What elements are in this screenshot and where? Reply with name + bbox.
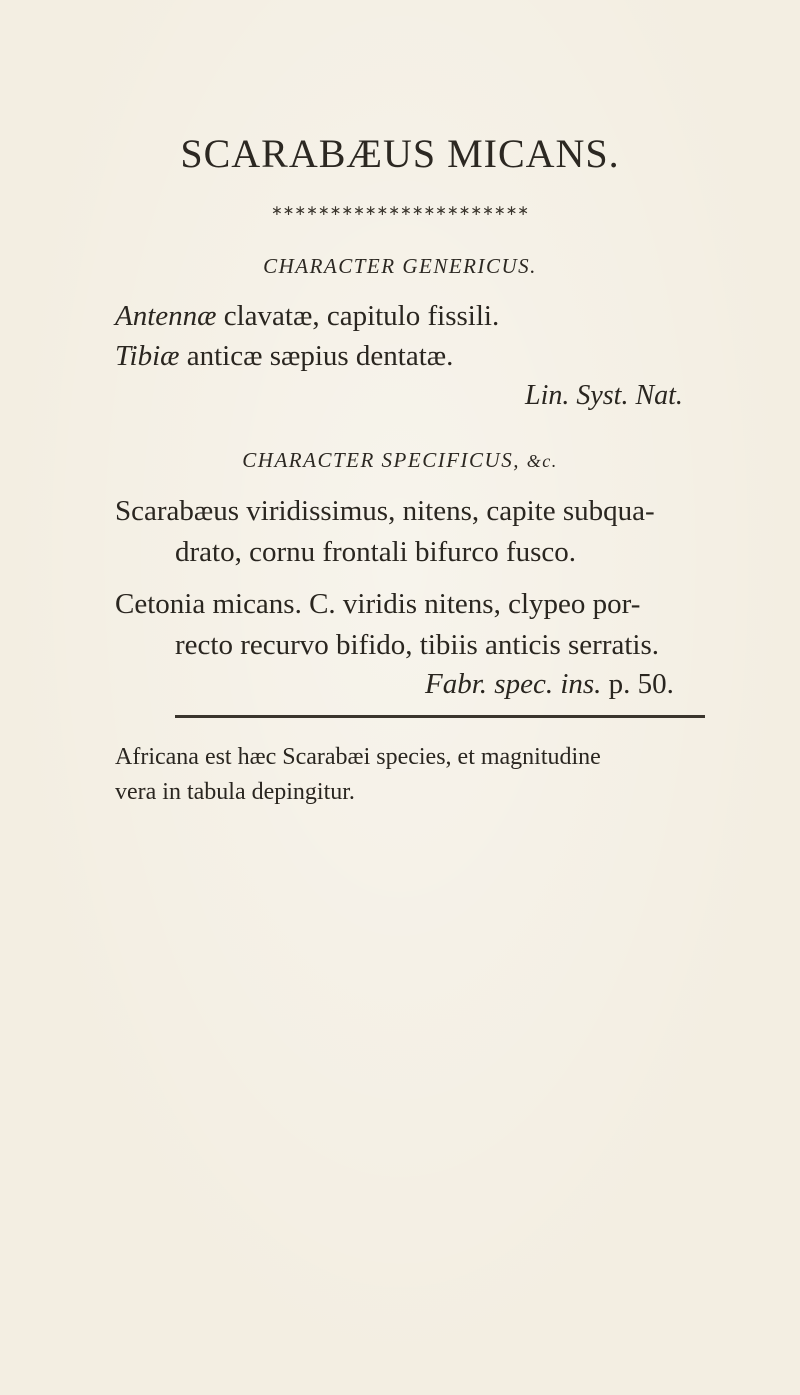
specificus-line-1: Scarabæus viridissimus, nitens, capite subqua- xyxy=(115,495,655,527)
fabricius-work: Fabr. spec. ins. xyxy=(425,668,602,700)
tibiae-description: anticæ sæpius dentatæ. xyxy=(186,340,454,372)
horizontal-rule xyxy=(175,715,705,718)
term-antennae: Antennæ xyxy=(115,300,217,332)
character-specificus-heading xyxy=(0,448,800,473)
genericus-line-tibiae xyxy=(115,340,453,373)
specificus-line-3: Cetonia micans. C. viridis nitens, clypeo por- xyxy=(115,588,641,620)
genericus-line-antennae xyxy=(115,300,499,333)
fabricius-page: p. 50. xyxy=(608,668,674,700)
page-title: SCARABÆUS MICANS. xyxy=(180,131,620,176)
note-line-1: Africana est hæc Scarabæi species, et magnitudine xyxy=(115,744,601,770)
character-genericus-heading: CHARACTER GENERICUS. xyxy=(263,254,537,278)
specificus-line-4: recto recurvo bifido, tibiis anticis serratis. xyxy=(175,629,659,661)
specificus-heading-etc: &c. xyxy=(526,451,558,471)
specificus-line-2: drato, cornu frontali bifurco fusco. xyxy=(175,536,577,568)
antennae-description: clavatæ, capitulo fissili. xyxy=(223,300,500,332)
fabricius-reference xyxy=(425,668,674,701)
note-line-2: vera in tabula depingitur. xyxy=(115,779,355,805)
specificus-heading-main: CHARACTER SPECIFICUS, xyxy=(242,448,520,472)
term-tibiae: Tibiæ xyxy=(115,340,180,372)
linnaeus-reference: Lin. Syst. Nat. xyxy=(525,380,683,411)
asterisk-divider: ∗∗∗∗∗∗∗∗∗∗∗∗∗∗∗∗∗∗∗∗∗∗ xyxy=(270,203,530,219)
